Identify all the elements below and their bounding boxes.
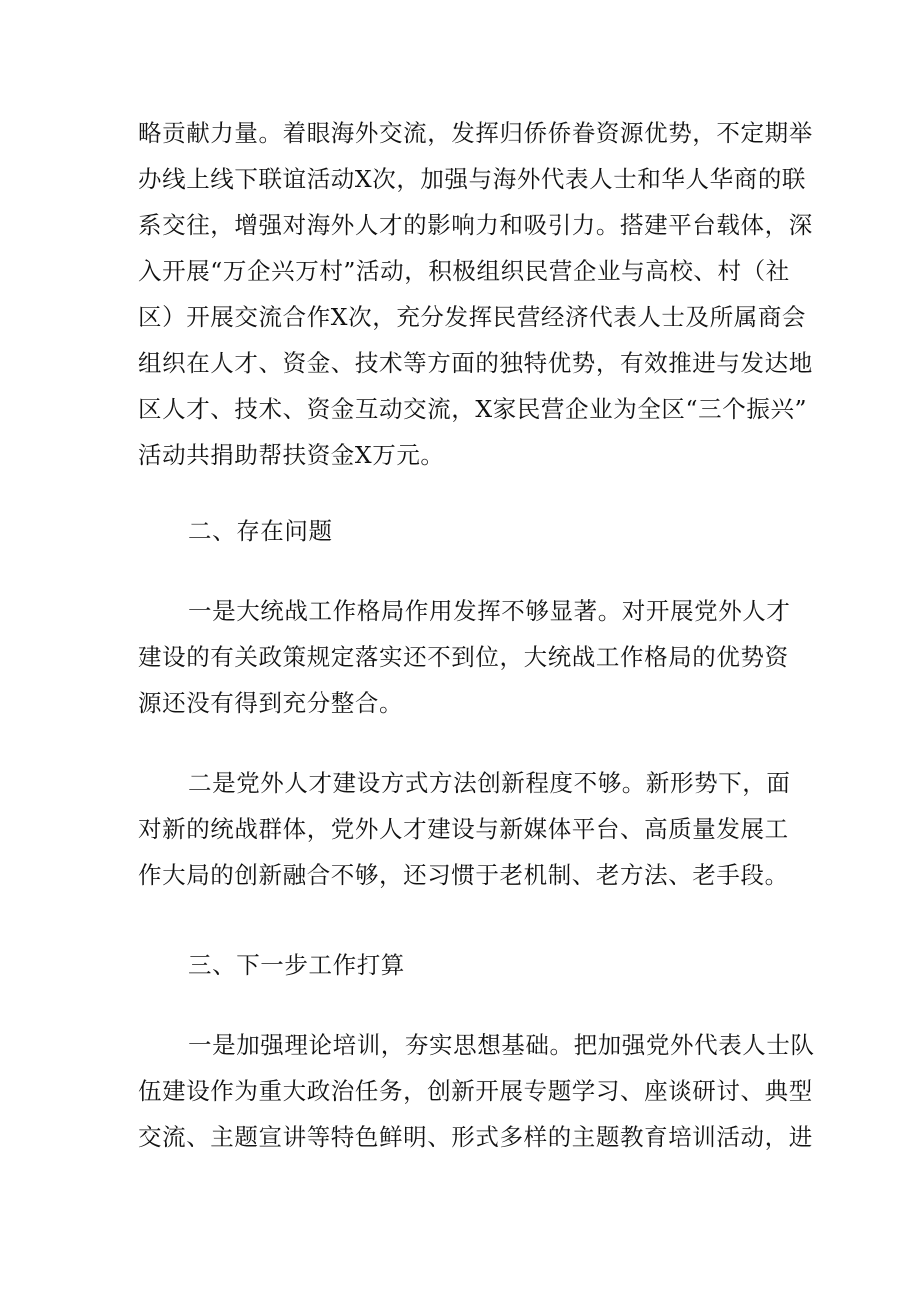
- paragraph-line: 作大局的创新融合不够，还习惯于老机制、老方法、老手段。: [138, 861, 789, 889]
- paragraph-line: 区）开展交流合作X次，充分发挥民营经济代表人士及所属商会: [138, 303, 807, 331]
- paragraph-line: 建设的有关政策规定落实还不到位，大统战工作格局的优势资: [138, 643, 789, 671]
- paragraph-line: 系交往，增强对海外人才的影响力和吸引力。搭建平台载体，深: [138, 211, 813, 239]
- paragraph-line: 区人才、技术、资金互动交流，X家民营企业为全区“三个振兴”: [138, 395, 808, 423]
- paragraph-line: 入开展“万企兴万村”活动，积极组织民营企业与高校、村（社: [138, 257, 790, 285]
- paragraph-line: 一是大统战工作格局作用发挥不够显著。对开展党外人才: [188, 597, 791, 625]
- section-heading-problems: 二、存在问题: [188, 517, 333, 545]
- paragraph-line: 略贡献力量。着眼海外交流，发挥归侨侨眷资源优势，不定期举: [138, 119, 813, 147]
- paragraph-line: 源还没有得到充分整合。: [138, 689, 404, 717]
- paragraph-line: 组织在人才、资金、技术等方面的独特优势，有效推进与发达地: [138, 349, 813, 377]
- paragraph-line: 二是党外人才建设方式方法创新程度不够。新形势下，面: [188, 769, 791, 797]
- paragraph-line: 交流、主题宣讲等特色鲜明、形式多样的主题教育培训活动，进: [138, 1123, 813, 1151]
- paragraph-line: 活动共捐助帮扶资金X万元。: [138, 441, 445, 469]
- paragraph-line: 一是加强理论培训，夯实思想基础。把加强党外代表人士队: [188, 1031, 815, 1059]
- paragraph-line: 办线上线下联谊活动X次，加强与海外代表人士和华人华商的联: [138, 165, 807, 193]
- paragraph-line: 伍建设作为重大政治任务，创新开展专题学习、座谈研讨、典型: [138, 1077, 813, 1105]
- paragraph-line: 对新的统战群体，党外人才建设与新媒体平台、高质量发展工: [138, 815, 789, 843]
- section-heading-next-steps: 三、下一步工作打算: [188, 951, 405, 979]
